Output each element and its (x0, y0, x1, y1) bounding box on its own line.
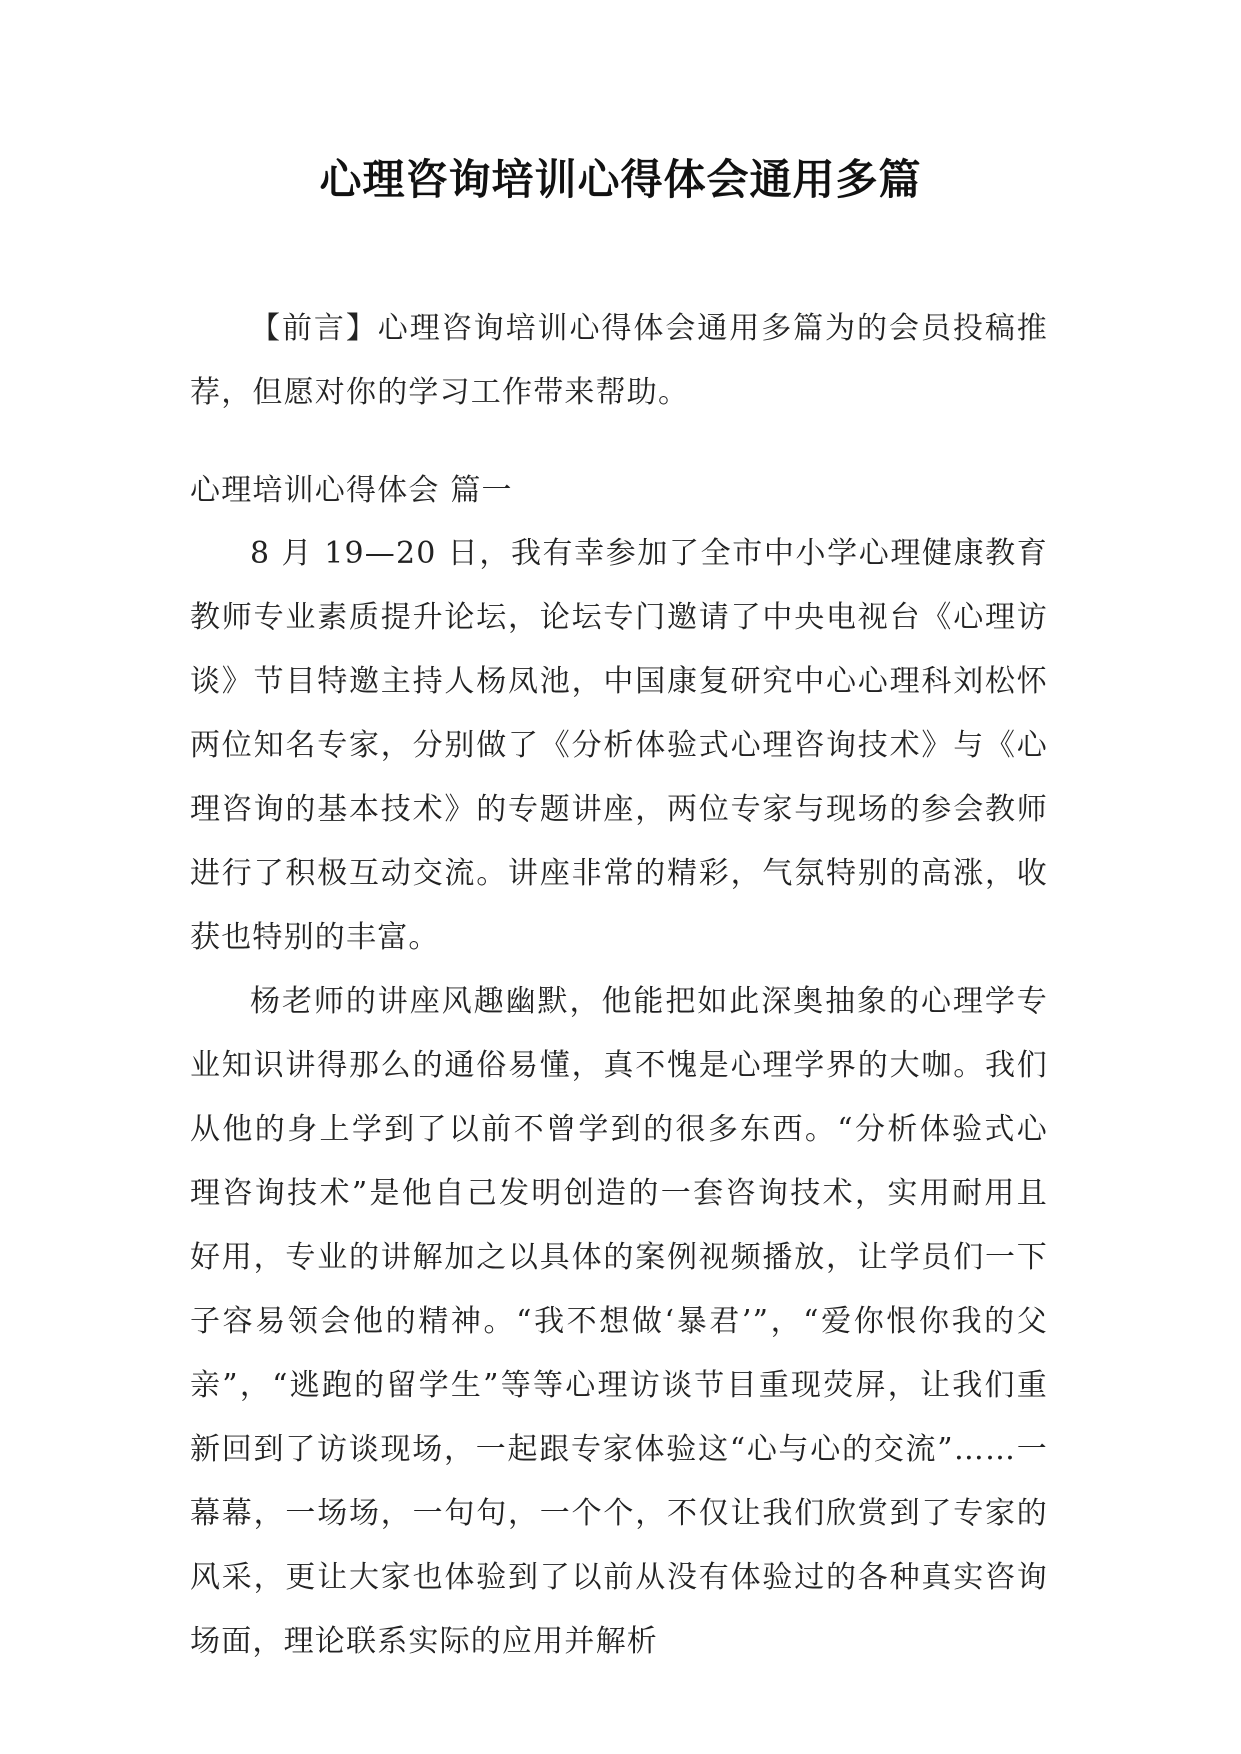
preface-paragraph: 【前言】心理咨询培训心得体会通用多篇为的会员投稿推荐，但愿对你的学习工作带来帮助。 (190, 311, 1048, 410)
section-body (190, 522, 1048, 1674)
section-heading: 心理培训心得体会 篇一 (190, 473, 513, 508)
document-title: 心理咨询培训心得体会通用多篇 (319, 155, 922, 204)
body-paragraph-2: 杨老师的讲座风趣幽默，他能把如此深奥抽象的心理学专业知识讲得那么的通俗易懂，真不愧是心理学界的大咖。我们从他的身上学到了以前不曾学到的很多东西。“分析体验式心理咨询技术”是他自己发明创造的一套咨询技术，实用耐用且好用，专业的讲解加之以具体的案例视频播放，让学员们一下子容易领会他的精神。“我不想做‘暴君’”，“爱你恨你我的父亲”，“逃跑的留学生”等等心理访谈节目重现荧屏，让我们重新回到了访谈现场，一起跟专家体验这“心与心的交流”……一幕幕，一场场，一句句，一个个，不仅让我们欣赏到了专家的风采，更让大家也体验到了以前从没有体验过的各种真实咨询场面，理论联系实际的应用并解析 (190, 984, 1048, 1659)
body-paragraph-1: 8 月 19—20 日，我有幸参加了全市中小学心理健康教育教师专业素质提升论坛，论坛专门邀请了中央电视台《心理访谈》节目特邀主持人杨凤池，中国康复研究中心心理科刘松怀两位知名专家，分别做了《分析体验式心理咨询技术》与《心理咨询的基本技术》的专题讲座，两位专家与现场的参会教师进行了积极互动交流。讲座非常的精彩，气氛特别的高涨，收获也特别的丰富。 (190, 536, 1048, 955)
